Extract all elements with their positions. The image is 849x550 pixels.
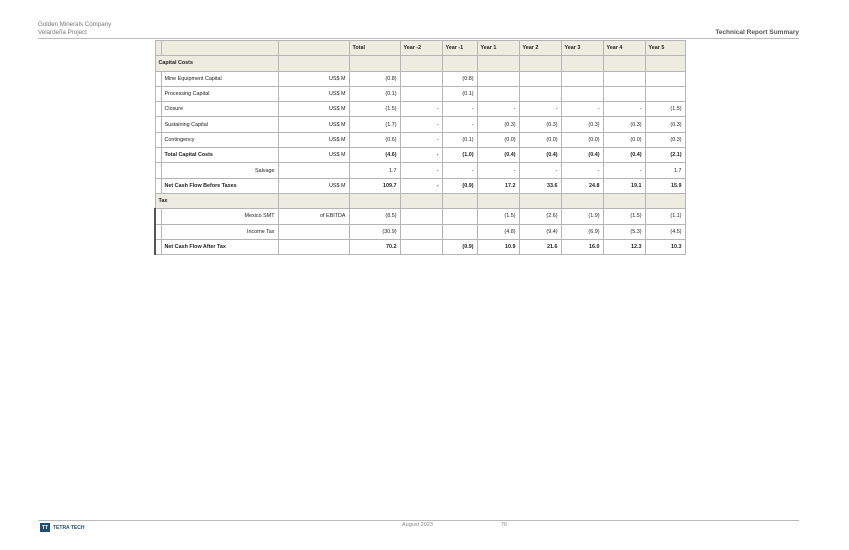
value-cell [519,71,561,86]
value-cell: - [519,163,561,178]
tetra-tech-logo [40,523,84,532]
blank-cell [519,193,561,208]
value-cell: (0.3) [477,117,519,132]
value-cell: (0.3) [561,117,603,132]
value-cell: - [400,163,442,178]
value-cell: (1.5) [349,102,400,117]
value-cell: (0.4) [477,148,519,163]
project-name: Velardeña Project [38,29,87,36]
header-left [38,21,111,37]
page-number: 76 [501,522,508,528]
section-row-capital-costs [155,56,685,71]
row-label: Sustaining Capital [161,117,278,132]
logo-text: TETRA TECH [53,524,85,531]
value-cell: (1.0) [442,148,477,163]
footer-date: August 2023 [402,522,433,528]
value-cell [400,71,442,86]
value-cell: - [477,102,519,117]
value-cell: (0.4) [603,148,645,163]
value-cell: (0.1) [442,86,477,101]
value-cell [645,71,685,86]
value-cell: (0.3) [645,117,685,132]
table-row-income-tax [155,224,685,239]
cash-flow-table [154,40,686,255]
value-cell: 21.6 [519,239,561,254]
row-label: Income Tax [161,224,278,239]
value-cell: (1.1) [645,209,685,224]
unit-cell [278,239,349,254]
value-cell: 70.2 [349,239,400,254]
blank-cell [400,56,442,71]
value-cell: (6.9) [561,224,603,239]
row-label: Salvage [161,163,278,178]
table-row [155,117,685,132]
blank-cell [477,56,519,71]
value-cell: (5.3) [603,224,645,239]
value-cell [400,239,442,254]
company-name: Golden Minerals Company [38,21,112,28]
value-cell: 12.3 [603,239,645,254]
blank-cell [603,193,645,208]
blank-cell [278,56,349,71]
section-label: Tax [155,193,278,208]
logo-mark-icon: TT [41,524,49,531]
column-header: Year 5 [645,41,685,56]
value-cell: (1.5) [645,102,685,117]
blank-cell [349,193,400,208]
value-cell: - [400,117,442,132]
unit-cell: US$ M [278,86,349,101]
value-cell: (0.1) [442,132,477,147]
blank-cell [561,193,603,208]
value-cell [603,71,645,86]
report-title: Technical Report Summary [715,29,799,36]
blank-header-cell [278,41,349,56]
unit-cell [278,224,349,239]
value-cell: - [561,102,603,117]
blank-header-cell [161,41,278,56]
table-row [155,71,685,86]
section-label: Capital Costs [155,56,278,71]
value-cell: - [477,163,519,178]
table-row [155,148,685,163]
value-cell: 24.8 [561,178,603,193]
value-cell: (30.9) [349,224,400,239]
value-cell: (9.4) [519,224,561,239]
value-cell [400,224,442,239]
value-cell: - [400,148,442,163]
unit-cell: US$ M [278,71,349,86]
row-label: Processing Capital [161,86,278,101]
value-cell: 33.6 [519,178,561,193]
value-cell: - [603,102,645,117]
column-header: Year -1 [442,41,477,56]
value-cell: (0.0) [519,132,561,147]
value-cell: - [442,117,477,132]
value-cell: 10.3 [645,239,685,254]
value-cell: (1.5) [477,209,519,224]
value-cell: (1.7) [349,117,400,132]
table-row [155,86,685,101]
value-cell: 15.9 [645,178,685,193]
value-cell: - [400,132,442,147]
blank-cell [561,56,603,71]
header-divider [38,38,799,39]
table-row-salvage [155,163,685,178]
value-cell: (1.5) [603,209,645,224]
value-cell: (0.1) [349,86,400,101]
blank-cell [645,193,685,208]
value-cell: - [519,102,561,117]
value-cell: 1.7 [349,163,400,178]
value-cell: (4.8) [477,224,519,239]
unit-cell: US$ M [278,132,349,147]
value-cell: - [442,102,477,117]
value-cell [477,86,519,101]
value-cell: (0.0) [603,132,645,147]
value-cell [400,86,442,101]
value-cell: (0.6) [349,132,400,147]
value-cell: (0.4) [561,148,603,163]
row-label: Net Cash Flow Before Taxes [161,178,278,193]
column-header: Total [349,41,400,56]
value-cell: (2.1) [645,148,685,163]
column-header: Year -2 [400,41,442,56]
value-cell: (0.9) [442,239,477,254]
value-cell: 109.7 [349,178,400,193]
unit-cell: US$ M [278,148,349,163]
column-header: Year 3 [561,41,603,56]
blank-cell [442,56,477,71]
footer-divider [38,520,799,521]
column-header-row [155,41,685,56]
value-cell: - [561,163,603,178]
row-label: Mexico SMT [161,209,278,224]
value-cell: 1.7 [645,163,685,178]
blank-cell [278,193,349,208]
column-header: Year 2 [519,41,561,56]
column-header: Year 4 [603,41,645,56]
unit-cell: of EBITDA [278,209,349,224]
value-cell: - [442,163,477,178]
unit-cell: US$ M [278,117,349,132]
value-cell: (4.5) [645,224,685,239]
value-cell: (8.5) [349,209,400,224]
row-label: Closure [161,102,278,117]
row-label: Net Cash Flow After Tax [161,239,278,254]
value-cell: (0.8) [442,71,477,86]
value-cell: (0.3) [645,132,685,147]
row-label: Mine Equipment Capital [161,71,278,86]
value-cell: (0.0) [561,132,603,147]
value-cell [561,71,603,86]
table-row-ncf-after [155,239,685,254]
table-row [155,102,685,117]
column-header: Year 1 [477,41,519,56]
value-cell: 17.2 [477,178,519,193]
value-cell: (0.0) [477,132,519,147]
row-label: Contingency [161,132,278,147]
blank-cell [400,193,442,208]
table-row [155,132,685,147]
blank-cell [349,56,400,71]
section-row-tax [155,193,685,208]
value-cell [561,86,603,101]
value-cell: 19.1 [603,178,645,193]
value-cell [603,86,645,101]
value-cell: (0.8) [349,71,400,86]
blank-cell [519,56,561,71]
value-cell: (0.9) [442,178,477,193]
table-row-ncf-before [155,178,685,193]
value-cell [477,71,519,86]
value-cell: 10.9 [477,239,519,254]
unit-cell [278,163,349,178]
value-cell [400,209,442,224]
value-cell: - [400,102,442,117]
value-cell: (4.6) [349,148,400,163]
value-cell: 16.0 [561,239,603,254]
row-label: Total Capital Costs [161,148,278,163]
unit-cell: US$ M [278,102,349,117]
value-cell [645,86,685,101]
blank-cell [645,56,685,71]
blank-cell [442,193,477,208]
value-cell: (0.4) [519,148,561,163]
value-cell: - [400,178,442,193]
blank-cell [603,56,645,71]
value-cell: (1.9) [561,209,603,224]
table-row-mexico-smt [155,209,685,224]
value-cell [442,224,477,239]
value-cell: (2.6) [519,209,561,224]
blank-cell [477,193,519,208]
value-cell: (0.3) [603,117,645,132]
unit-cell: US$ M [278,178,349,193]
value-cell [519,86,561,101]
value-cell: - [603,163,645,178]
value-cell [442,209,477,224]
value-cell: (0.3) [519,117,561,132]
